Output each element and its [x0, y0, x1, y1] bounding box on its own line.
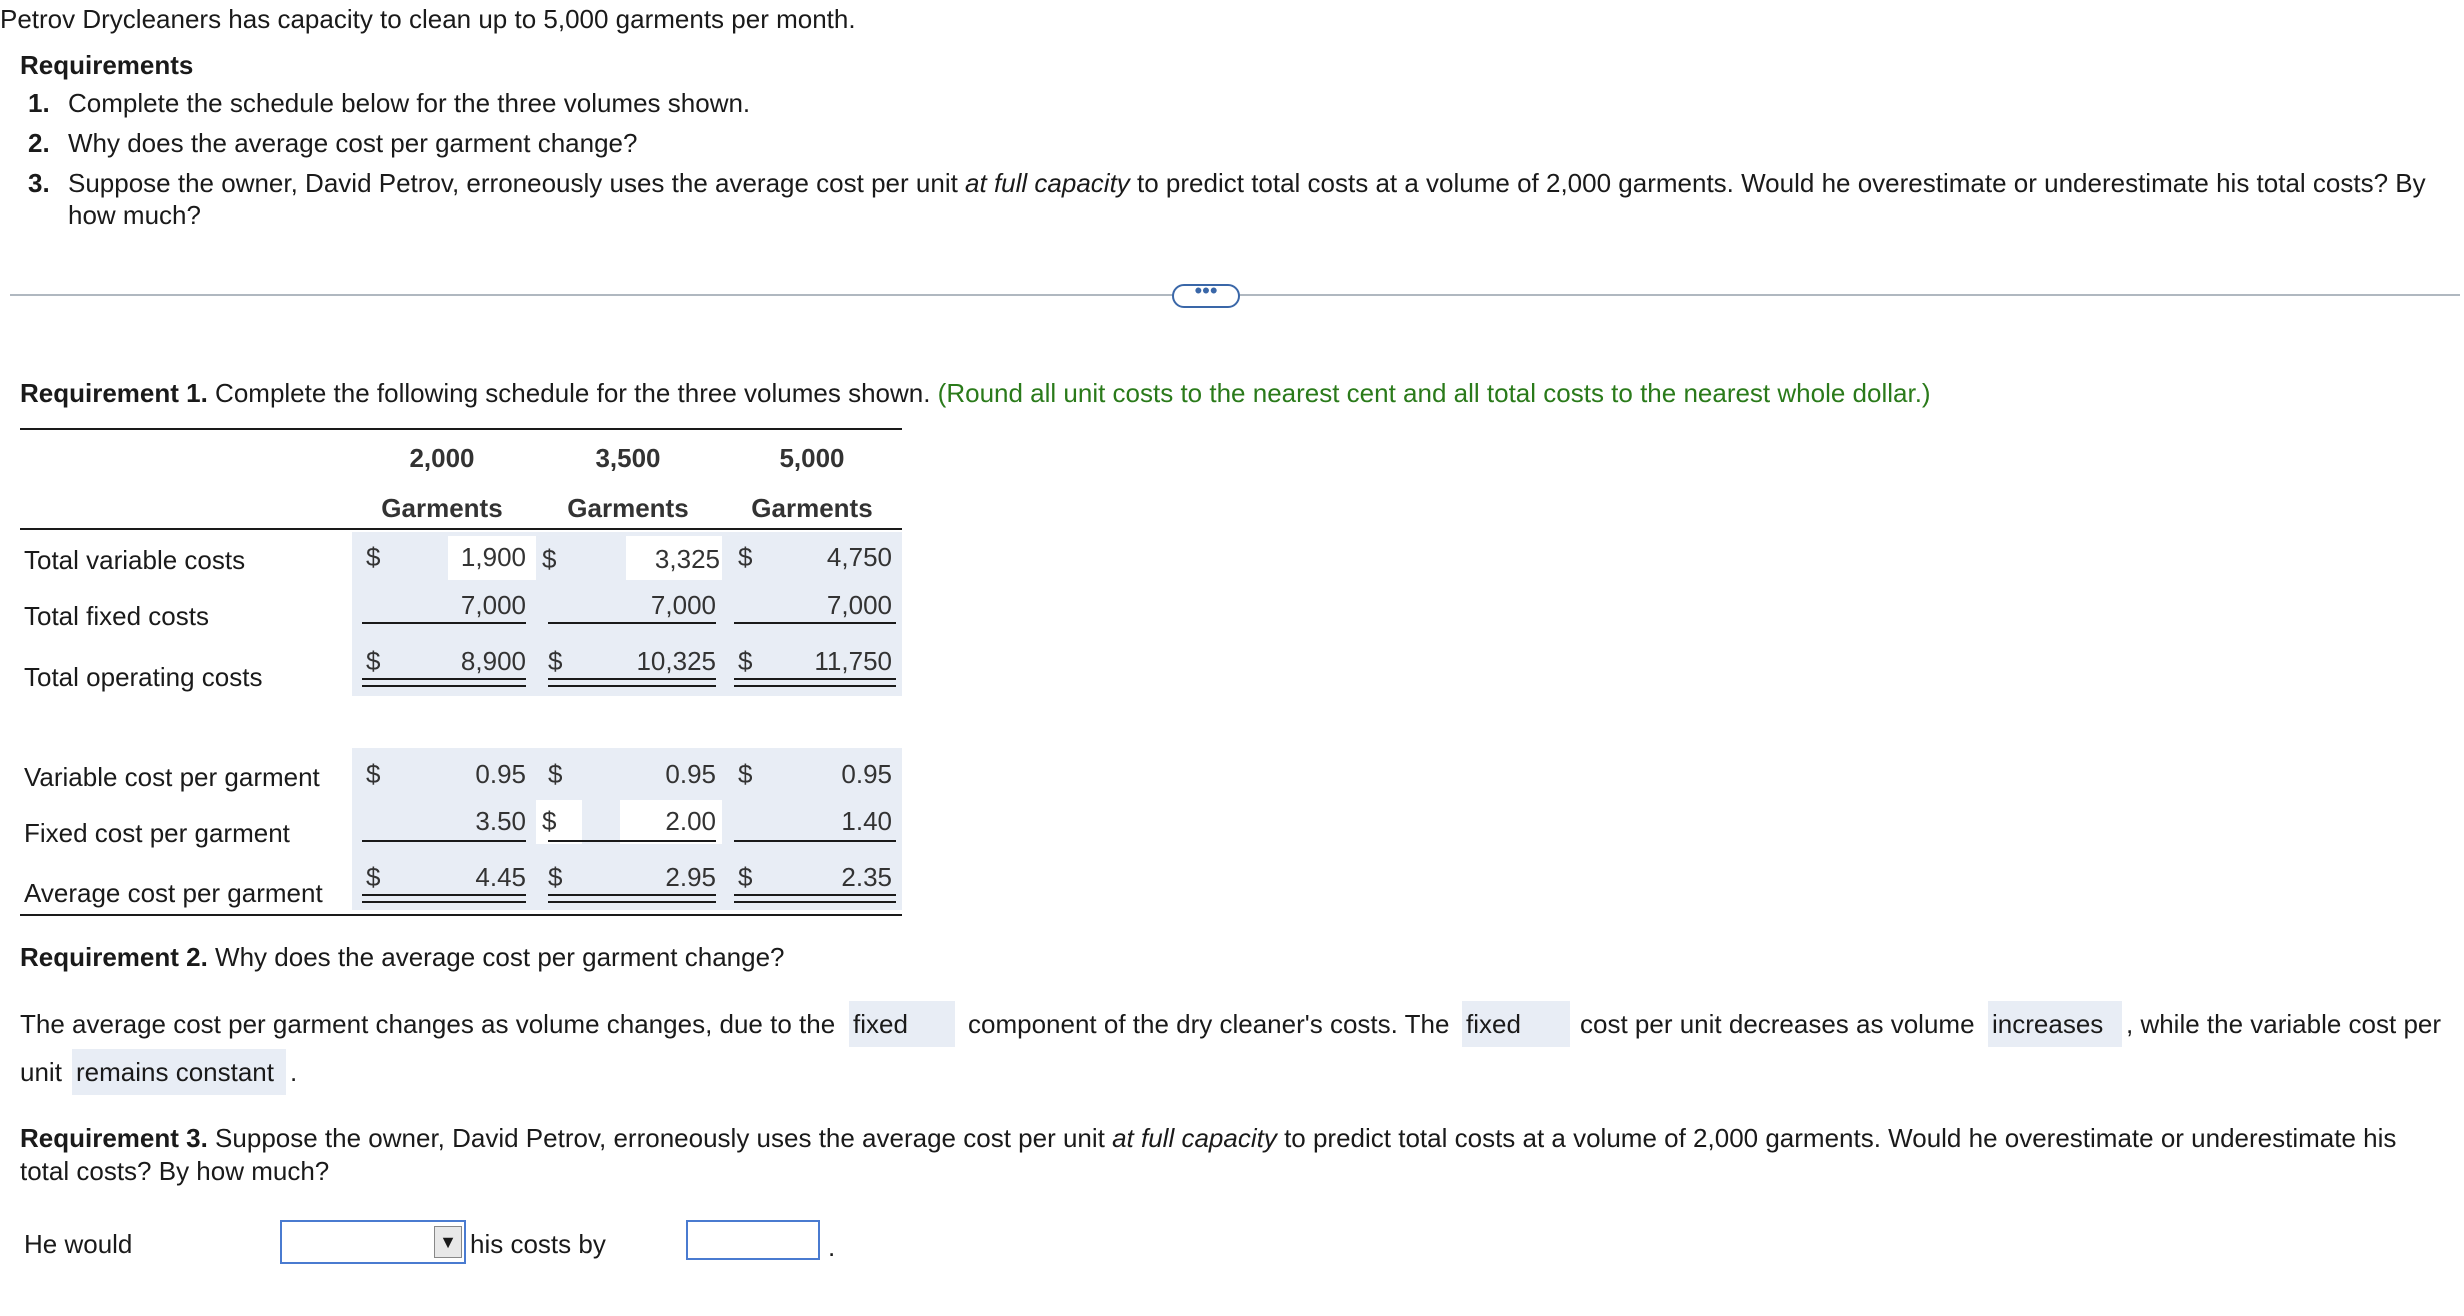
column-header-volume: 5,000 — [779, 443, 845, 473]
answer-sentence-part-3: cost per unit decreases as volume — [1580, 1009, 1975, 1039]
table-bottom-rule — [20, 914, 902, 916]
total-double-rule — [362, 894, 526, 903]
fixed-or-variable-select-2[interactable]: fixed — [1462, 1001, 1570, 1047]
row-label-fixed-cost-per-garment: Fixed cost per garment — [24, 818, 290, 848]
requirement-1-label: Requirement 1. — [20, 378, 208, 408]
requirement-3-label: Requirement 3. — [20, 1123, 208, 1153]
column-header-unit: Garments — [567, 493, 689, 523]
table-top-rule — [20, 428, 902, 430]
total-variable-3500[interactable]: 3,325 — [654, 544, 720, 574]
variable-cost-behavior-select[interactable]: remains constant — [72, 1049, 286, 1095]
total-variable-2000[interactable]: 1,900 — [460, 542, 526, 572]
fixed-per-2000[interactable]: 3.50 — [475, 806, 526, 836]
currency-symbol: $ — [738, 862, 753, 892]
answer-sentence-part-5: unit — [20, 1057, 62, 1087]
average-per-5000[interactable]: 2.35 — [841, 862, 892, 892]
column-header-volume: 2,000 — [409, 443, 475, 473]
requirement-3-heading-line2: total costs? By how much? — [20, 1156, 330, 1186]
answer-sentence-part-2: component of the dry cleaner's costs. The — [968, 1009, 1450, 1039]
requirement-number: 3. — [28, 168, 50, 198]
average-per-3500[interactable]: 2.95 — [665, 862, 716, 892]
requirement-item-1 — [28, 86, 750, 120]
subtotal-rule — [548, 840, 716, 842]
total-double-rule — [362, 678, 526, 687]
currency-symbol: $ — [548, 759, 563, 789]
requirement-2-text: Why does the average cost per garment change? — [207, 942, 785, 972]
variable-per-5000[interactable]: 0.95 — [841, 759, 892, 789]
currency-symbol: $ — [542, 544, 557, 574]
fixed-per-5000[interactable]: 1.40 — [841, 806, 892, 836]
total-fixed-5000[interactable]: 7,000 — [826, 590, 892, 620]
currency-symbol: $ — [738, 759, 753, 789]
requirements-heading: Requirements — [20, 50, 194, 80]
requirement-number: 1. — [28, 88, 50, 118]
requirement-3-text-emphasis: at full capacity — [1112, 1123, 1277, 1153]
intro-text: Petrov Drycleaners has capacity to clean up to 5,000 garments per month. — [0, 4, 856, 34]
subtotal-rule — [734, 622, 896, 624]
total-fixed-2000[interactable]: 7,000 — [460, 590, 526, 620]
total-operating-5000[interactable]: 11,750 — [814, 646, 892, 676]
answer-sentence-part-1: The average cost per garment changes as volume changes, due to the — [20, 1009, 836, 1039]
requirement-1-text: Complete the following schedule for the three volumes shown. — [207, 378, 931, 408]
requirement-item-3-line2: how much? — [68, 200, 201, 230]
average-per-2000[interactable]: 4.45 — [475, 862, 526, 892]
requirement-text: Why does the average cost per garment change? — [68, 128, 638, 158]
column-header-unit: Garments — [381, 493, 503, 523]
subtotal-rule — [548, 622, 716, 624]
subtotal-rule — [362, 622, 526, 624]
his-costs-by-label: his costs by — [470, 1229, 606, 1259]
requirement-text-emphasis: at full capacity — [965, 168, 1130, 198]
total-double-rule — [548, 678, 716, 687]
header-bottom-rule — [20, 528, 902, 530]
period: . — [828, 1232, 836, 1262]
currency-symbol: $ — [548, 862, 563, 892]
subtotal-rule — [734, 840, 896, 842]
row-label-total-variable-costs: Total variable costs — [24, 545, 246, 575]
subtotal-rule — [362, 840, 526, 842]
currency-symbol: $ — [366, 542, 381, 572]
total-operating-3500[interactable]: 10,325 — [636, 646, 716, 676]
requirement-number: 2. — [28, 128, 50, 158]
column-header-volume: 3,500 — [595, 443, 661, 473]
requirement-text-post: to predict total costs at a volume of 2,000 garments. Would he overestimate or underestimate his total costs? By — [1129, 168, 2426, 198]
currency-symbol: $ — [366, 646, 381, 676]
requirement-3-text-post: to predict total costs at a volume of 2,000 garments. Would he overestimate or underestimate his — [1276, 1123, 2397, 1153]
requirement-2-heading — [20, 940, 785, 974]
requirement-3-heading — [20, 1121, 2396, 1155]
answer-sentence-end: . — [290, 1057, 298, 1087]
requirement-2-label: Requirement 2. — [20, 942, 208, 972]
currency-symbol: $ — [542, 806, 557, 836]
requirement-1-heading — [20, 376, 1931, 410]
row-label-average-cost-per-garment: Average cost per garment — [24, 878, 323, 908]
fixed-per-3500[interactable]: 2.00 — [665, 806, 716, 836]
misestimate-amount-input[interactable] — [686, 1220, 820, 1260]
total-operating-2000[interactable]: 8,900 — [460, 646, 526, 676]
he-would-label: He would — [24, 1229, 133, 1259]
expand-more-button[interactable]: ••• — [1172, 284, 1240, 308]
volume-direction-select[interactable]: increases — [1988, 1001, 2122, 1047]
currency-symbol: $ — [738, 646, 753, 676]
variable-per-2000[interactable]: 0.95 — [475, 759, 526, 789]
variable-per-3500[interactable]: 0.95 — [665, 759, 716, 789]
requirement-3-text-pre: Suppose the owner, David Petrov, erroneously uses the average cost per unit — [207, 1123, 1113, 1153]
column-header-unit: Garments — [751, 493, 873, 523]
requirement-item-2 — [28, 126, 637, 160]
chevron-down-icon[interactable]: ▼ — [434, 1226, 462, 1258]
total-double-rule — [734, 894, 896, 903]
requirement-text-pre: Suppose the owner, David Petrov, erroneously uses the average cost per unit — [68, 168, 966, 198]
total-double-rule — [734, 678, 896, 687]
currency-symbol: $ — [548, 646, 563, 676]
total-double-rule — [548, 894, 716, 903]
requirement-text: Complete the schedule below for the three volumes shown. — [68, 88, 751, 118]
rounding-note: (Round all unit costs to the nearest cent and all total costs to the nearest whole dollar.) — [930, 378, 1931, 408]
total-fixed-3500[interactable]: 7,000 — [650, 590, 716, 620]
requirement-item-3 — [28, 166, 2426, 200]
row-label-variable-cost-per-garment: Variable cost per garment — [24, 762, 320, 792]
answer-sentence-part-4: , while the variable cost per — [2126, 1009, 2442, 1039]
fixed-or-variable-select-1[interactable]: fixed — [849, 1001, 955, 1047]
row-label-total-fixed-costs: Total fixed costs — [24, 601, 209, 631]
currency-symbol: $ — [366, 862, 381, 892]
row-label-total-operating-costs: Total operating costs — [24, 662, 263, 692]
over-under-estimate-dropdown[interactable] — [280, 1220, 466, 1264]
currency-symbol: $ — [738, 542, 753, 572]
total-variable-5000[interactable]: 4,750 — [826, 542, 892, 572]
currency-symbol: $ — [366, 759, 381, 789]
